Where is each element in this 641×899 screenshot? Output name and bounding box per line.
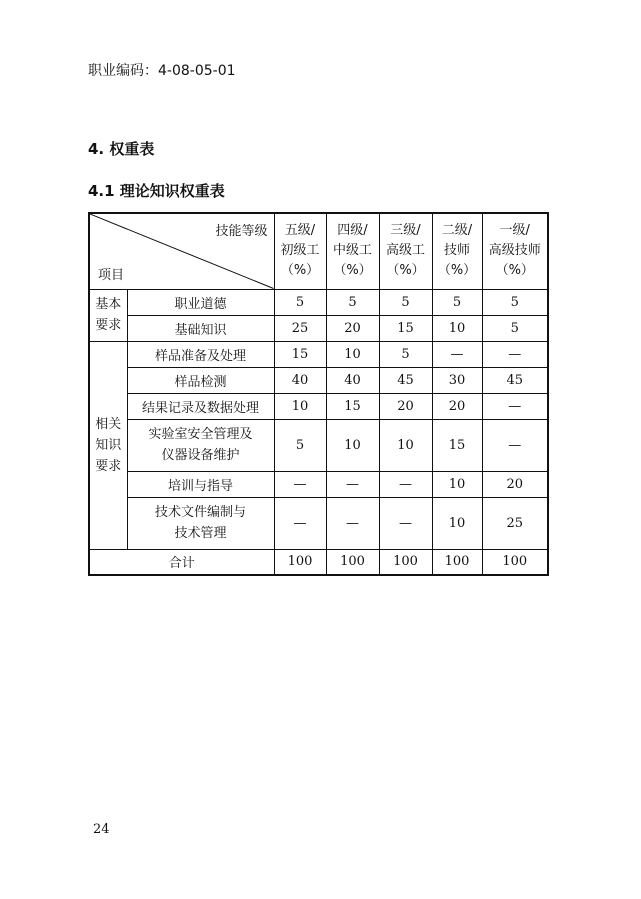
- level-header: 四级/ 中级工 （%）: [326, 213, 379, 289]
- weight-value: 5: [432, 289, 482, 315]
- weight-value: 45: [379, 367, 432, 393]
- header-row: [89, 213, 548, 289]
- weight-value: 20: [482, 471, 548, 497]
- total-row: [89, 549, 548, 575]
- group-label: 相关 知识 要求: [89, 341, 127, 549]
- weight-value: 10: [432, 315, 482, 341]
- weight-value: 10: [326, 419, 379, 471]
- weight-value: —: [274, 497, 326, 549]
- item-label: 样品准备及处理: [127, 341, 274, 367]
- level-header: 三级/ 高级工 （%）: [379, 213, 432, 289]
- weight-value: —: [326, 497, 379, 549]
- weight-value: 20: [326, 315, 379, 341]
- weight-value: 15: [326, 393, 379, 419]
- weight-value: 5: [482, 289, 548, 315]
- weight-value: 10: [379, 419, 432, 471]
- table-row: [89, 367, 548, 393]
- weight-value: —: [326, 471, 379, 497]
- weight-value: 10: [274, 393, 326, 419]
- weight-value: 45: [482, 367, 548, 393]
- weight-value: —: [432, 341, 482, 367]
- weight-value: 10: [432, 497, 482, 549]
- table-row: [89, 315, 548, 341]
- table-row: [89, 341, 548, 367]
- item-label: 结果记录及数据处理: [127, 393, 274, 419]
- table-row: [89, 497, 548, 549]
- table-row: [89, 289, 548, 315]
- weight-value: 25: [274, 315, 326, 341]
- total-label: 合计: [89, 549, 274, 575]
- weight-value: 5: [482, 315, 548, 341]
- level-header: 二级/ 技师 （%）: [432, 213, 482, 289]
- weight-value: 20: [432, 393, 482, 419]
- weight-value: —: [482, 341, 548, 367]
- weight-value: —: [274, 471, 326, 497]
- group-label: 基本 要求: [89, 289, 127, 341]
- weight-value: —: [482, 393, 548, 419]
- item-label: 培训与指导: [127, 471, 274, 497]
- corner-label-item: 项目: [98, 267, 125, 283]
- table-row: [89, 419, 548, 471]
- total-value: 100: [482, 549, 548, 575]
- weight-value: 5: [379, 289, 432, 315]
- weight-value: 5: [326, 289, 379, 315]
- table-row: [89, 393, 548, 419]
- total-value: 100: [379, 549, 432, 575]
- item-label: 基础知识: [127, 315, 274, 341]
- weight-value: 5: [274, 419, 326, 471]
- weight-value: 15: [274, 341, 326, 367]
- weight-value: 10: [432, 471, 482, 497]
- weight-value: —: [379, 471, 432, 497]
- table-row: [89, 471, 548, 497]
- section-title: 4. 权重表: [88, 140, 155, 158]
- weight-value: 30: [432, 367, 482, 393]
- item-label: 实验室安全管理及 仪器设备维护: [127, 419, 274, 471]
- weight-value: 20: [379, 393, 432, 419]
- page-number: 24: [93, 822, 110, 837]
- weight-table: [88, 212, 549, 576]
- weight-value: 40: [326, 367, 379, 393]
- occupation-code: 职业编码：4-08-05-01: [88, 63, 236, 79]
- subsection-title: 4.1 理论知识权重表: [88, 182, 225, 200]
- total-value: 100: [326, 549, 379, 575]
- weight-value: —: [482, 419, 548, 471]
- corner-cell: [89, 213, 274, 289]
- item-label: 职业道德: [127, 289, 274, 315]
- total-value: 100: [274, 549, 326, 575]
- weight-value: 5: [379, 341, 432, 367]
- corner-label-level: 技能等级: [215, 224, 268, 239]
- weight-value: 15: [432, 419, 482, 471]
- weight-value: 5: [274, 289, 326, 315]
- weight-value: 25: [482, 497, 548, 549]
- weight-value: 10: [326, 341, 379, 367]
- item-label: 技术文件编制与 技术管理: [127, 497, 274, 549]
- weight-value: —: [379, 497, 432, 549]
- total-value: 100: [432, 549, 482, 575]
- weight-value: 40: [274, 367, 326, 393]
- level-header: 一级/ 高级技师 （%）: [482, 213, 548, 289]
- item-label: 样品检测: [127, 367, 274, 393]
- level-header: 五级/ 初级工 （%）: [274, 213, 326, 289]
- weight-value: 15: [379, 315, 432, 341]
